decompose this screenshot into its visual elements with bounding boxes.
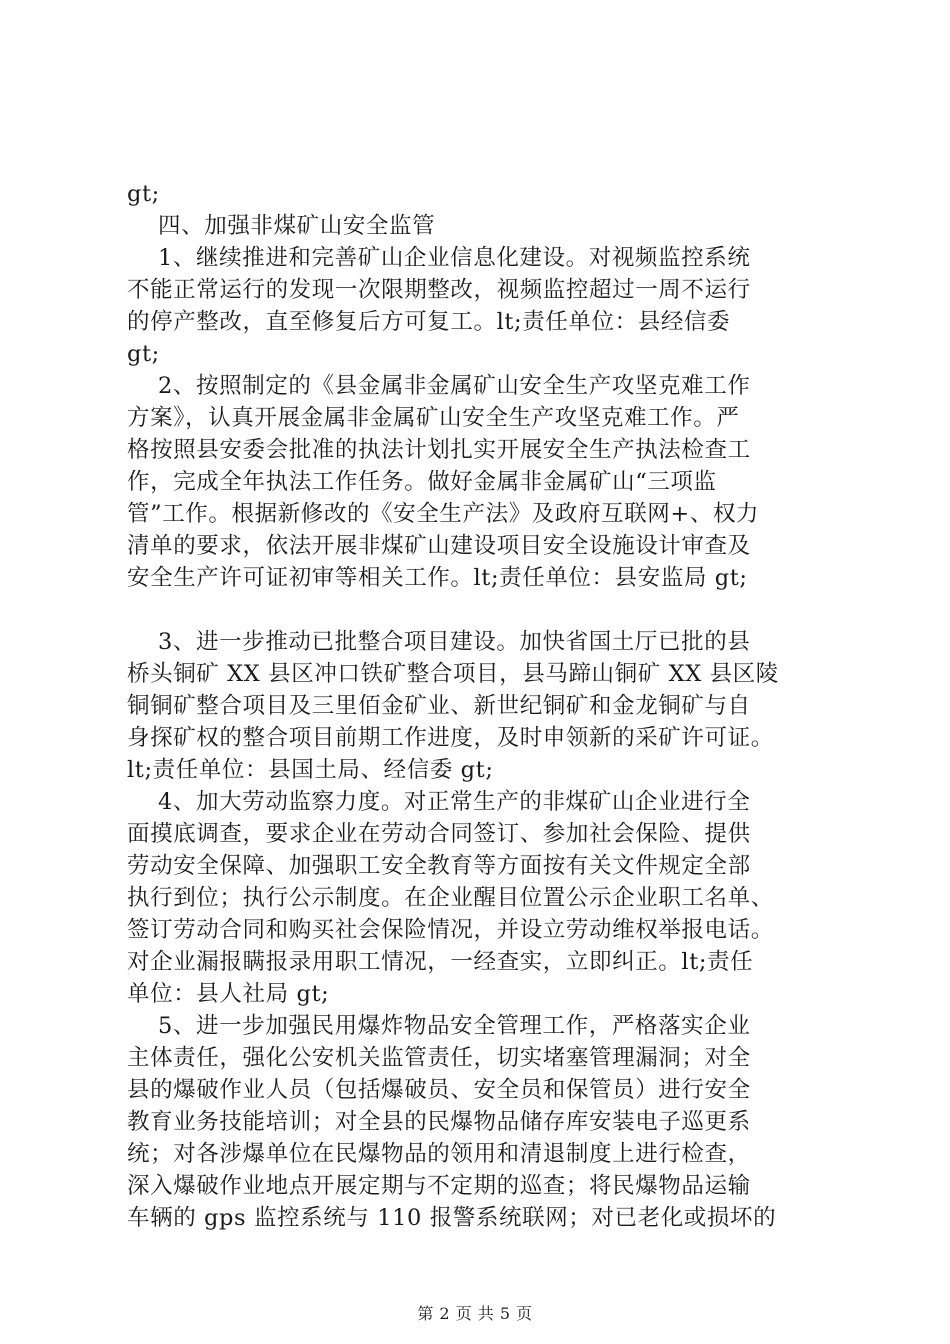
text-line: 清单的要求，依法开展非煤矿山建设项目安全设施设计审查及: [127, 533, 751, 559]
text-line: 不能正常运行的发现一次限期整改，视频监控超过一周不运行: [127, 277, 751, 303]
text-line: gt;: [127, 181, 160, 207]
text-line: 的停产整改，直至修复后方可复工。lt;责任单位：县经信委: [127, 309, 731, 335]
text-line: 桥头铜矿 XX 县区冲口铁矿整合项目，县马蹄山铜矿 XX 县区陵: [127, 661, 779, 687]
text-line: 3、进一步推动已批整合项目建设。加快省国土厅已批的县: [127, 629, 751, 655]
text-line: 5、进一步加强民用爆炸物品安全管理工作，严格落实企业: [127, 1013, 751, 1039]
text-line: 劳动安全保障、加强职工安全教育等方面按有关文件规定全部: [127, 853, 751, 879]
text-line: 签订劳动合同和购买社会保险情况，并设立劳动维权举报电话。: [127, 917, 774, 943]
text-line: gt;: [127, 341, 160, 367]
text-line: 管”工作。根据新修改的《安全生产法》及政府互联网+、权力: [127, 501, 760, 527]
text-line: 1、继续推进和完善矿山企业信息化建设。对视频监控系统: [127, 245, 751, 271]
text-line: 统；对各涉爆单位在民爆物品的领用和清退制度上进行检查，: [127, 1141, 751, 1167]
document-body: [127, 178, 833, 1234]
text-line: 作，完成全年执法工作任务。做好金属非金属矿山“三项监: [127, 469, 717, 495]
section-heading: 四、加强非煤矿山安全监管: [127, 213, 436, 239]
blank-line: [127, 594, 833, 626]
text-line: 格按照县安委会批准的执法计划扎实开展安全生产执法检查工: [127, 437, 751, 463]
text-line: 单位：县人社局 gt;: [127, 981, 330, 1007]
text-line: 方案》，认真开展金属非金属矿山安全生产攻坚克难工作。严: [127, 405, 740, 431]
text-line: 教育业务技能培训；对全县的民爆物品储存库安装电子巡更系: [127, 1109, 751, 1135]
text-line: lt;责任单位：县国土局、经信委 gt;: [127, 757, 494, 783]
text-line: 面摸底调查，要求企业在劳动合同签订、参加社会保险、提供: [127, 821, 751, 847]
text-line: 铜铜矿整合项目及三里佰金矿业、新世纪铜矿和金龙铜矿与自: [127, 693, 751, 719]
text-line: 对企业漏报瞒报录用职工情况，一经查实，立即纠正。lt;责任: [127, 949, 754, 975]
text-line: 身探矿权的整合项目前期工作进度，及时申领新的采矿许可证。: [127, 725, 774, 751]
text-line: 2、按照制定的《县金属非金属矿山安全生产攻坚克难工作: [127, 373, 751, 399]
page-footer: 第 2 页 共 5 页: [417, 1304, 533, 1323]
text-line: 县的爆破作业人员（包括爆破员、安全员和保管员）进行安全: [127, 1077, 751, 1103]
text-line: 深入爆破作业地点开展定期与不定期的巡查；将民爆物品运输: [127, 1173, 751, 1199]
text-line: 主体责任，强化公安机关监管责任，切实堵塞管理漏洞；对全: [127, 1045, 751, 1071]
text-line: 执行到位；执行公示制度。在企业醒目位置公示企业职工名单、: [127, 885, 774, 911]
text-line: 车辆的 gps 监控系统与 110 报警系统联网；对已老化或损坏的: [127, 1205, 777, 1231]
text-line: 4、加大劳动监察力度。对正常生产的非煤矿山企业进行全: [127, 789, 751, 815]
text-line: 安全生产许可证初审等相关工作。lt;责任单位：县安监局 gt;: [127, 565, 748, 591]
